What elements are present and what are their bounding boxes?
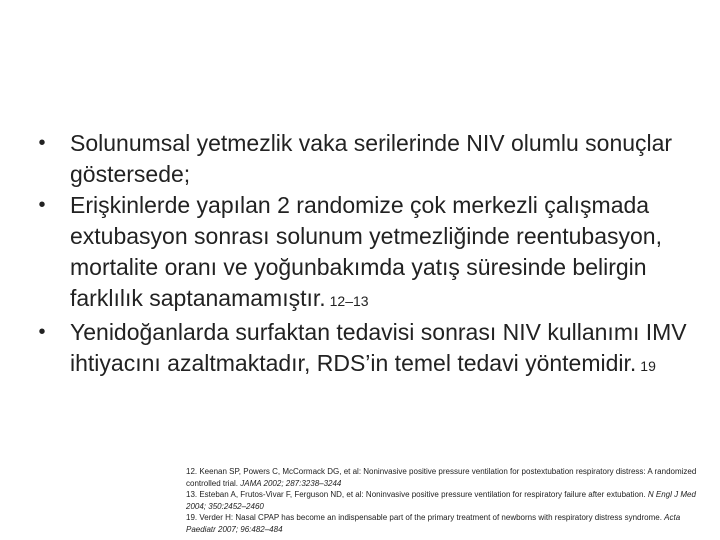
bullet-item (30, 190, 700, 317)
bullet-item (30, 317, 700, 382)
reference-item (186, 489, 706, 512)
reference-text: 13. Esteban A, Frutos-Vivar F, Ferguson ND, et al: Noninvasive positive pressure ventilation for respiratory failure after extubation. (186, 490, 646, 499)
bullet-text: Yenidoğanlarda surfaktan tedavisi sonrası NIV kullanımı IMV ihtiyacını azaltmaktadır, RDS’in temel tedavi yöntemidir. (70, 319, 687, 376)
citation-number: 12–13 (329, 293, 369, 309)
bullet-text: Solunumsal yetmezlik vaka serilerinde NIV olumlu sonuçlar göstersede; (70, 130, 673, 187)
bullet-list (30, 128, 700, 382)
reference-journal: JAMA 2002; 287:3238–3244 (240, 478, 342, 488)
reference-journal: Acta Paediatr 2007; 96:482–484 (186, 513, 681, 534)
reference-journal: N Engl J Med 2004; 350:2452–2460 (186, 490, 696, 511)
reference-item (186, 466, 706, 489)
bullet-dot: • (38, 321, 46, 343)
reference-item (186, 512, 706, 535)
citation-number: 19 (640, 358, 656, 374)
reference-text: 19. Verder H: Nasal CPAP has become an indispensable part of the primary treatment of newborns with respiratory distress syndrome. (186, 513, 662, 522)
bullet-dot: • (38, 132, 46, 154)
bullet-text: Erişkinlerde yapılan 2 randomize çok merkezli çalışmada extubasyon sonrası solunum yetmezliğinde reentubasyon, mortalite oranı ve yoğunbakımda yatış süresinde belirgin farklılık saptanamamıştır. (70, 192, 662, 311)
bullet-item (30, 128, 700, 190)
reference-text: 12. Keenan SP, Powers C, McCormack DG, et al: Noninvasive positive pressure ventilation for postextubation respiratory distress: A randomized controlled trial. (186, 467, 697, 488)
bullet-dot: • (38, 194, 46, 216)
references (186, 466, 706, 535)
